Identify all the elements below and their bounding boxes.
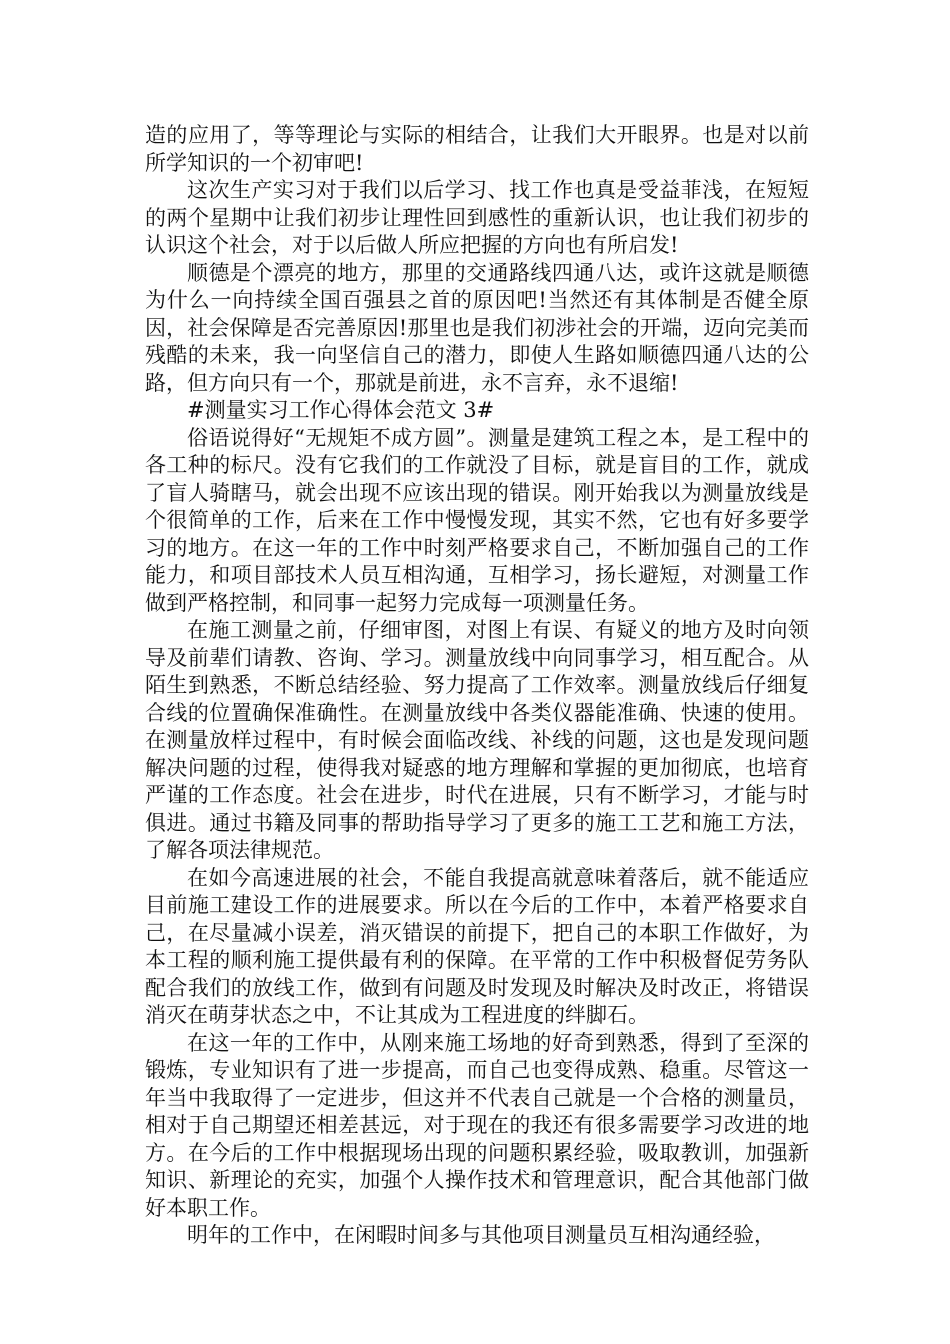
paragraph: 在施工测量之前，仔细审图，对图上有误、有疑义的地方及时向领导及前辈们请教、咨询、学习。测量放线中向同事学习，相互配合。从陌生到熟悉，不断总结经验、努力提高了工作效率。测量放线后仔细复合线的位置确保准确性。在测量放线中各类仪器能准确、快速的使用。在测量放样过程中，有时候会面临改线、补线的问题，这也是发现问题解决问题的过程，使得我对疑惑的地方理解和掌握的更加彻底，也培育严谨的工作态度。社会在进步，时代在进展，只有不断学习，才能与时俱进。通过书籍及同事的帮助指导学习了更多的施工工艺和施工方法，了解各项法律规范。 <box>145 618 809 862</box>
paragraph: 顺德是个漂亮的地方，那里的交通路线四通八达，或许这就是顺德为什么一向持续全国百强县之首的原因吧!当然还有其体制是否健全原因，社会保障是否完善原因!那里也是我们初涉社会的开端，迈向完美而残酷的未来，我一向坚信自己的潜力，即使人生路如顺德四通八达的公路，但方向只有一个，那就是前进，永不言弃，永不退缩! <box>145 260 809 395</box>
document-body <box>145 122 809 1250</box>
section-heading: #测量实习工作心得体会范文 3# <box>187 398 495 422</box>
paragraph: 俗语说得好“无规矩不成方圆”。测量是建筑工程之本，是工程中的各工种的标尺。没有它我们的工作就没了目标，就是盲目的工作，就成了盲人骑瞎马，就会出现不应该出现的错误。刚开始我以为测量放线是个很简单的工作，后来在工作中慢慢发现，其实不然，它也有好多要学习的地方。在这一年的工作中时刻严格要求自己，不断加强自己的工作能力，和项目部技术人员互相沟通，互相学习，扬长避短，对测量工作做到严格控制，和同事一起努力完成每一项测量任务。 <box>145 425 809 615</box>
paragraph-continuation: 造的应用了，等等理论与实际的相结合，让我们大开眼界。也是对以前所学知识的一个初审吧! <box>145 123 809 175</box>
paragraph: 在如今高速进展的社会，不能自我提高就意味着落后，就不能适应目前施工建设工作的进展要求。所以在今后的工作中，本着严格要求自己，在尽量减小误差，消灭错误的前提下，把自己的本职工作做好，为本工程的顺利施工提供最有利的保障。在平常的工作中积极督促劳务队配合我们的放线工作，做到有问题及时发现及时解决及时改正，将错误消灭在萌芽状态之中，不让其成为工程进度的绊脚石。 <box>145 865 809 1027</box>
paragraph: 明年的工作中，在闲暇时间多与其他项目测量员互相沟通经验， <box>187 1223 775 1247</box>
paragraph: 这次生产实习对于我们以后学习、找工作也真是受益菲浅，在短短的两个星期中让我们初步让理性回到感性的重新认识，也让我们初步的认识这个社会，对于以后做人所应把握的方向也有所启发! <box>145 178 809 257</box>
paragraph: 在这一年的工作中，从刚来施工场地的好奇到熟悉，得到了至深的锻炼，专业知识有了进一步提高，而自己也变得成熟、稳重。尽管这一年当中我取得了一定进步，但这并不代表自己就是一个合格的测量员，相对于自己期望还相差甚远，对于现在的我还有很多需要学习改进的地方。在今后的工作中根据现场出现的问题积累经验，吸取教训，加强新知识、新理论的充实，加强个人操作技术和管理意识，配合其他部门做好本职工作。 <box>145 1030 809 1220</box>
